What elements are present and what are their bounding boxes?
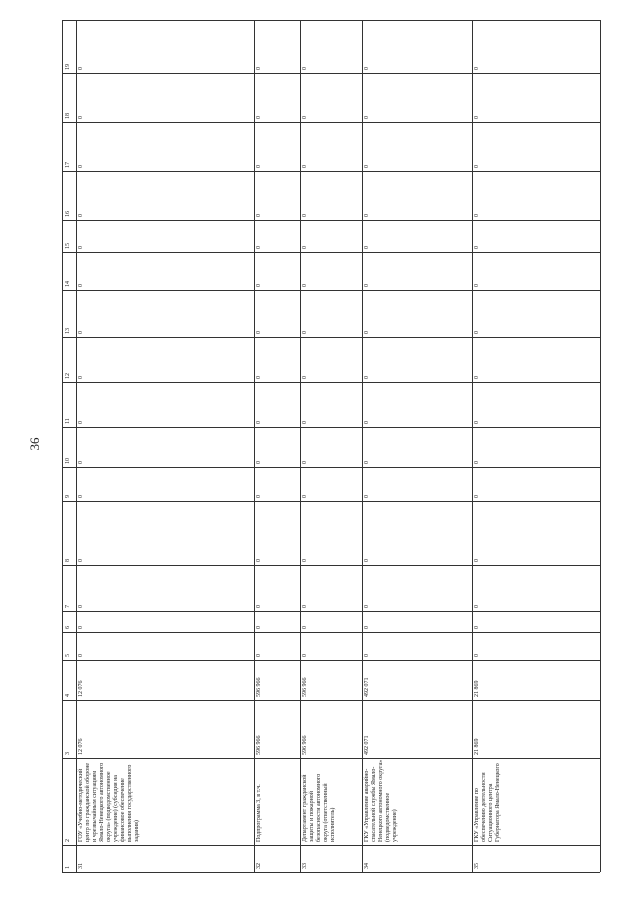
column-border	[62, 73, 600, 74]
value-cell: 0	[256, 605, 262, 608]
value-cell: 0	[302, 246, 308, 249]
column-border	[62, 171, 600, 172]
value-cell: 0	[256, 461, 262, 464]
value-cell: 596 966	[256, 735, 262, 755]
value-cell: 0	[474, 284, 480, 287]
value-cell: 0	[364, 246, 370, 249]
value-cell: 0	[302, 331, 308, 334]
header-number: 1	[65, 866, 71, 869]
value-cell: 0	[474, 116, 480, 119]
value-cell: 0	[78, 116, 84, 119]
value-cell: 0	[364, 654, 370, 657]
header-number: 13	[65, 328, 71, 334]
row-border	[62, 20, 63, 872]
column-border	[62, 872, 600, 873]
column-border	[62, 220, 600, 221]
column-border	[62, 660, 600, 661]
value-cell: 0	[256, 246, 262, 249]
value-cell: 0	[78, 214, 84, 217]
header-number: 10	[65, 458, 71, 464]
row-name: ГКУ «Управление по обеспечению деятельности Ситуационного центра Губернатора Ямало-Ненецкого	[474, 763, 501, 842]
column-border	[62, 565, 600, 566]
column-border	[62, 845, 600, 846]
row-border	[600, 20, 601, 872]
header-number: 4	[65, 694, 71, 697]
value-cell: 0	[474, 421, 480, 424]
value-cell: 0	[78, 376, 84, 379]
value-cell: 0	[78, 605, 84, 608]
value-cell: 0	[474, 605, 480, 608]
value-cell: 0	[302, 559, 308, 562]
row-name: Подпрограмма 3, в т.ч.	[256, 784, 262, 842]
value-cell: 0	[256, 116, 262, 119]
value-cell: 0	[364, 559, 370, 562]
value-cell: 0	[474, 67, 480, 70]
value-cell: 0	[302, 461, 308, 464]
column-border	[62, 290, 600, 291]
column-border	[62, 467, 600, 468]
value-cell: 596 966	[302, 735, 308, 755]
value-cell: 0	[256, 654, 262, 657]
value-cell: 0	[256, 421, 262, 424]
row-name: Департамент гражданской защиты и пожарной безопасности автономного округа (ответственный исполнитель)	[302, 773, 336, 842]
value-cell: 0	[78, 654, 84, 657]
value-cell: 0	[78, 67, 84, 70]
row-border	[472, 20, 473, 872]
value-cell: 0	[256, 165, 262, 168]
column-border	[62, 382, 600, 383]
row-number: 34	[364, 863, 370, 869]
value-cell: 0	[256, 376, 262, 379]
value-cell: 0	[78, 461, 84, 464]
header-number: 3	[65, 752, 71, 755]
value-cell: 0	[364, 116, 370, 119]
column-border	[62, 427, 600, 428]
value-cell: 0	[364, 461, 370, 464]
value-cell: 0	[256, 559, 262, 562]
page-number: 36	[27, 437, 42, 451]
value-cell: 596 966	[256, 677, 262, 697]
value-cell: 0	[364, 165, 370, 168]
value-cell: 0	[78, 331, 84, 334]
value-cell: 0	[256, 495, 262, 498]
value-cell: 0	[302, 495, 308, 498]
value-cell: 492 071	[364, 677, 370, 697]
value-cell: 0	[256, 214, 262, 217]
value-cell: 12 076	[78, 680, 84, 697]
header-number: 2	[65, 839, 71, 842]
column-border	[62, 252, 600, 253]
value-cell: 0	[474, 165, 480, 168]
value-cell: 21 869	[474, 738, 480, 755]
header-number: 6	[65, 626, 71, 629]
value-cell: 21 869	[474, 680, 480, 697]
value-cell: 0	[474, 214, 480, 217]
header-number: 5	[65, 654, 71, 657]
value-cell: 0	[302, 116, 308, 119]
row-border	[254, 20, 255, 872]
value-cell: 0	[78, 559, 84, 562]
row-number: 32	[256, 863, 262, 869]
value-cell: 0	[474, 376, 480, 379]
value-cell: 0	[302, 626, 308, 629]
header-number: 11	[65, 418, 71, 424]
value-cell: 0	[364, 495, 370, 498]
value-cell: 0	[302, 654, 308, 657]
value-cell: 0	[474, 559, 480, 562]
header-number: 18	[65, 113, 71, 119]
header-number: 16	[65, 211, 71, 217]
row-number: 35	[474, 863, 480, 869]
column-border	[62, 632, 600, 633]
value-cell: 0	[256, 67, 262, 70]
value-cell: 0	[364, 376, 370, 379]
column-border	[62, 700, 600, 701]
value-cell: 0	[302, 284, 308, 287]
value-cell: 596 966	[302, 677, 308, 697]
value-cell: 0	[302, 376, 308, 379]
value-cell: 0	[78, 165, 84, 168]
header-number: 19	[65, 64, 71, 70]
column-border	[62, 758, 600, 759]
value-cell: 0	[256, 331, 262, 334]
value-cell: 0	[302, 605, 308, 608]
header-number: 15	[65, 243, 71, 249]
value-cell: 0	[364, 421, 370, 424]
row-number: 31	[78, 863, 84, 869]
header-number: 17	[65, 162, 71, 168]
row-number: 33	[302, 863, 308, 869]
value-cell: 0	[78, 284, 84, 287]
column-border	[62, 122, 600, 123]
column-border	[62, 611, 600, 612]
value-cell: 0	[256, 284, 262, 287]
value-cell: 0	[474, 654, 480, 657]
value-cell: 0	[256, 626, 262, 629]
row-border	[362, 20, 363, 872]
value-cell: 0	[364, 605, 370, 608]
value-cell: 12 076	[78, 738, 84, 755]
header-number: 8	[65, 559, 71, 562]
value-cell: 0	[474, 495, 480, 498]
value-cell: 0	[302, 67, 308, 70]
value-cell: 0	[474, 461, 480, 464]
value-cell: 0	[78, 495, 84, 498]
value-cell: 0	[364, 331, 370, 334]
value-cell: 0	[364, 214, 370, 217]
value-cell: 492 071	[364, 735, 370, 755]
header-number: 12	[65, 373, 71, 379]
row-border	[76, 20, 77, 872]
value-cell: 0	[364, 284, 370, 287]
column-border	[62, 501, 600, 502]
value-cell: 0	[302, 214, 308, 217]
value-cell: 0	[78, 421, 84, 424]
value-cell: 0	[364, 626, 370, 629]
value-cell: 0	[78, 626, 84, 629]
row-border	[300, 20, 301, 872]
column-border	[62, 20, 600, 21]
value-cell: 0	[474, 246, 480, 249]
value-cell: 0	[78, 246, 84, 249]
header-number: 14	[65, 281, 71, 287]
value-cell: 0	[302, 421, 308, 424]
header-number: 9	[65, 495, 71, 498]
column-border	[62, 337, 600, 338]
value-cell: 0	[364, 67, 370, 70]
value-cell: 0	[474, 626, 480, 629]
value-cell: 0	[302, 165, 308, 168]
header-number: 7	[65, 605, 71, 608]
row-name: ГКУ «Управление аварийно-спасательной службы Ямало-Ненецкого автономного округа» (подведомственное учреждение)	[364, 759, 398, 842]
row-name: ГОУ «Учебно-методический центр по гражданской обороне и чрезвычайным ситуациям Ямало-Ненецкого автономного округа» (подведомственное учреждение) (субсидия на финансовое обеспечение выполнения государственного задания)	[78, 762, 140, 842]
value-cell: 0	[474, 331, 480, 334]
